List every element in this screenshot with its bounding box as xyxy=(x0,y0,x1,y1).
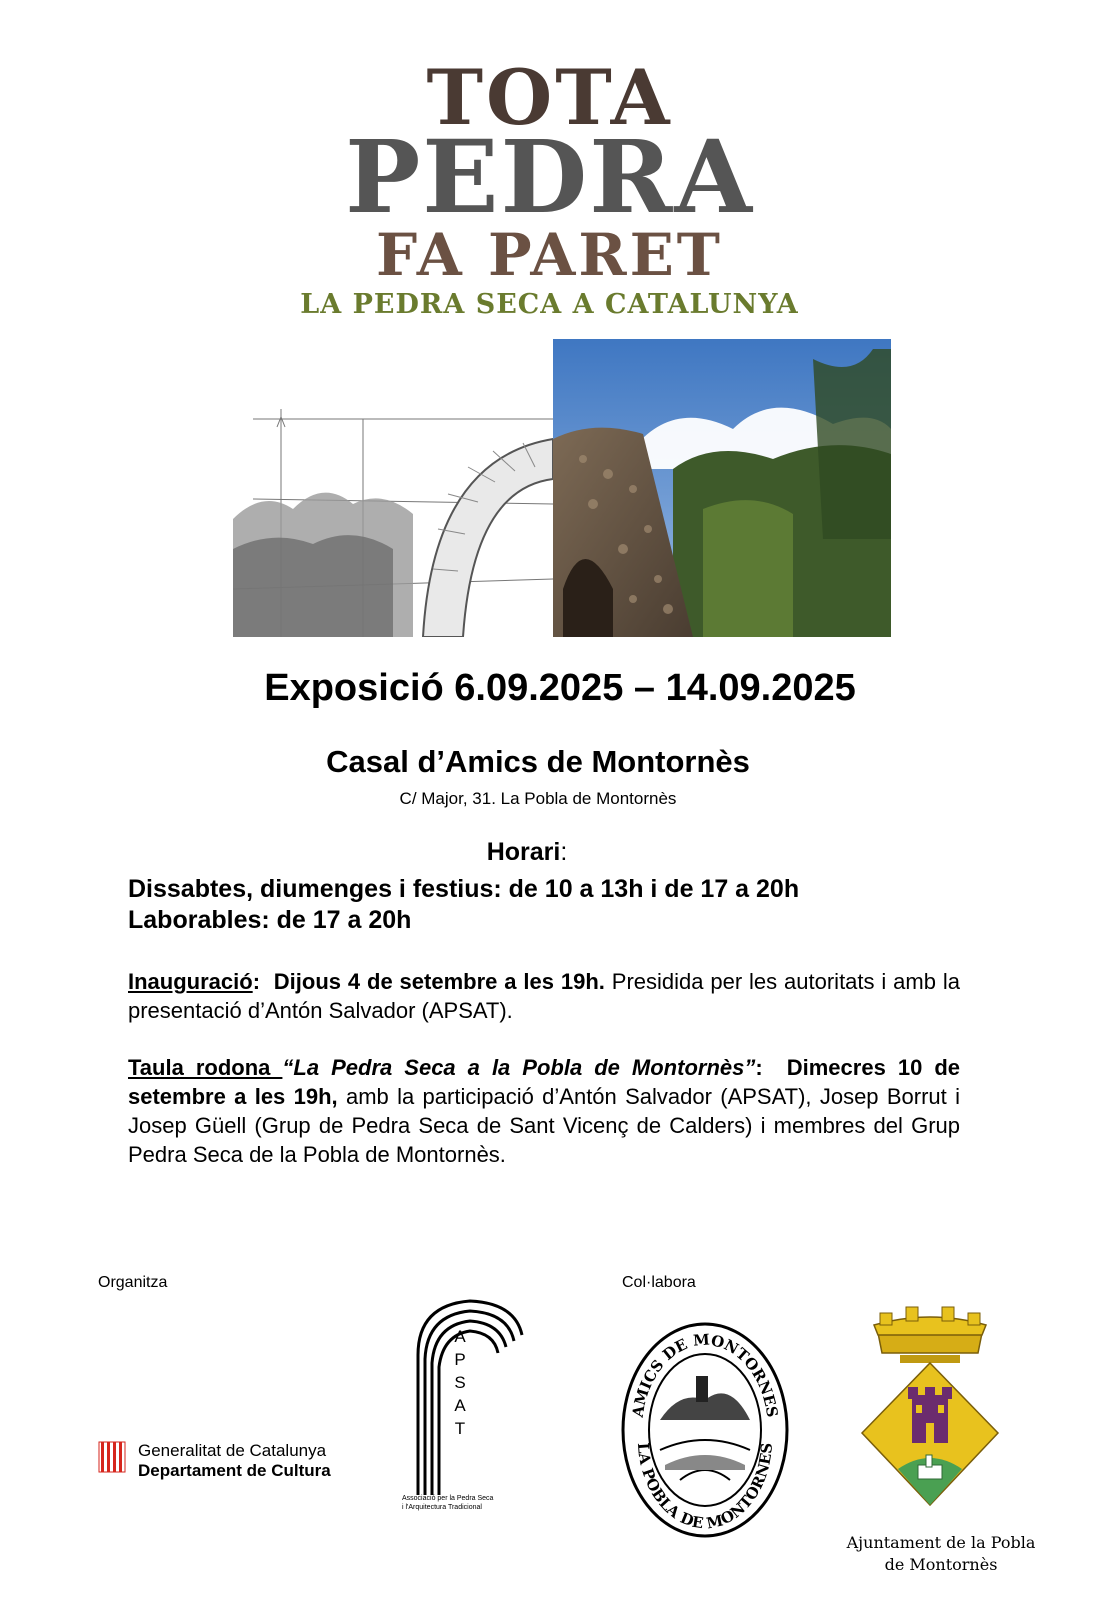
schedule-weekdays: Laborables: de 17 a 20h xyxy=(128,906,412,934)
apsat-caption-line2: i l'Arquitectura Tradicional xyxy=(402,1504,482,1511)
apsat-letter: T xyxy=(454,1419,466,1438)
title-subtitle: LA PEDRA SECA A CATALUNYA xyxy=(300,289,799,320)
title-line-tota: TOTA xyxy=(426,53,673,142)
apsat-arches-icon xyxy=(410,1295,540,1495)
apsat-letter: A xyxy=(454,1327,466,1346)
inauguration-colon: : xyxy=(252,969,261,994)
round-table-paragraph xyxy=(128,1053,960,1169)
round-table-date: Dimecres 10 de setembre a les 19h, xyxy=(128,1055,961,1109)
generalitat-logo-icon xyxy=(98,1440,128,1474)
apsat-caption xyxy=(402,1494,542,1512)
apsat-caption-line1: Associació per la Pedra Seca xyxy=(402,1495,494,1502)
ajuntament-line2: de Montornès xyxy=(884,1555,998,1574)
inauguration-date: Dijous 4 de setembre a les 19h. xyxy=(273,969,605,994)
apsat-logo xyxy=(410,1295,540,1495)
amics-montornes-seal xyxy=(620,1320,790,1540)
coat-of-arms-icon xyxy=(860,1305,1000,1515)
ajuntament-coat-of-arms xyxy=(860,1305,1000,1515)
round-table-colon: : xyxy=(755,1055,763,1080)
schedule-heading-colon: : xyxy=(560,838,568,866)
apsat-letter: S xyxy=(454,1373,466,1392)
exhibition-dates: Exposició 6.09.2025 – 14.09.2025 xyxy=(264,667,856,709)
schedule-weekend: Dissabtes, diumenges i festius: de 10 a 13h i de 17 a 20h xyxy=(128,875,800,903)
amics-seal-top-text: AMICS DE MONTORNES xyxy=(628,1330,782,1419)
schedule-heading-text: Horari xyxy=(486,838,561,866)
inauguration-label: Inauguració xyxy=(128,969,253,994)
round-table-label: Taula rodona xyxy=(128,1055,283,1080)
exhibition-venue: Casal d’Amics de Montornès xyxy=(326,744,750,779)
inauguration-paragraph xyxy=(128,967,960,1025)
amics-seal-bottom-text: LA POBLA DE MONTORNES xyxy=(633,1442,777,1533)
inauguration-text: Presidida per les autoritats i amb la presentació d’Antón Salvador (APSAT). xyxy=(128,969,960,1023)
generalitat-department: Departament de Cultura xyxy=(138,1461,331,1480)
title-line-pedra: PEDRA xyxy=(345,118,754,236)
amics-seal-icon xyxy=(620,1320,790,1540)
apsat-letter: A xyxy=(454,1396,466,1415)
round-table-title: “La Pedra Seca a la Pobla de Montornès” xyxy=(282,1055,756,1080)
collabora-label: Col·labora xyxy=(622,1274,696,1291)
schedule-lines xyxy=(128,874,1028,936)
round-table-text: amb la participació d’Antón Salvador (APSAT), Josep Borrut i Josep Güell (Grup de Pedra Seca de Sant Vicenç de Calders) i membres del Grup Pedra Seca de la Pobla de Montornès. xyxy=(128,1084,960,1167)
organitza-label: Organitza xyxy=(98,1274,168,1291)
schedule-heading xyxy=(0,838,1054,867)
dry-stone-hut-photo xyxy=(233,339,891,637)
title-line-fa-paret: FA PARET xyxy=(376,221,723,289)
apsat-letters xyxy=(450,1325,470,1440)
exhibition-address: C/ Major, 31. La Pobla de Montornès xyxy=(399,789,677,808)
ajuntament-name xyxy=(836,1532,1046,1576)
generalitat-name: Generalitat de Catalunya xyxy=(138,1441,327,1460)
apsat-letter: P xyxy=(454,1350,466,1369)
ajuntament-line1: Ajuntament de la Pobla xyxy=(846,1533,1036,1552)
